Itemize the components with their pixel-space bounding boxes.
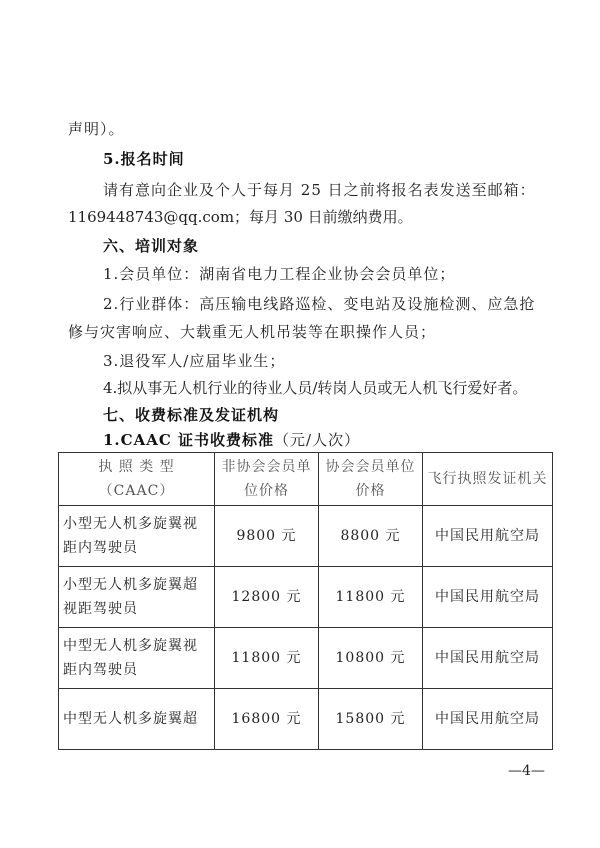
- cell-license-type: 中型无人机多旋翼视距内驾驶员: [59, 628, 215, 689]
- cell-issuing-authority: 中国民用航空局: [423, 689, 553, 750]
- section-heading: 六、培训对象: [103, 237, 200, 255]
- table-row: [59, 567, 553, 628]
- cell-license-type: 小型无人机多旋翼超视距驾驶员: [59, 567, 215, 628]
- cell-issuing-authority: 中国民用航空局: [423, 567, 553, 628]
- table-caption-unit: （元/人次）: [274, 431, 361, 449]
- text-line: 请有意向企业及个人于每月 25 日之前将报名表发送至邮箱：: [103, 181, 536, 199]
- text-line: 1169448743@qq.com；每月 30 日前缴纳费用。: [68, 208, 413, 226]
- text-line: 修与灾害响应、大载重无人机吊装等在职操作人员；: [68, 323, 437, 341]
- table-row: [59, 506, 553, 567]
- text-line: 2.行业群体：高压输电线路巡检、变电站及设施检测、应急抢: [103, 295, 536, 313]
- cell-member-price: 15800 元: [319, 689, 423, 750]
- table-header-row: [59, 453, 553, 506]
- header-non-member-price: 非协会会员单位价格: [215, 453, 319, 506]
- cell-non-member-price: 9800 元: [215, 506, 319, 567]
- cell-member-price: 10800 元: [319, 628, 423, 689]
- text-line: 声明）。: [68, 120, 125, 138]
- table-caption-title: 1.CAAC 证书收费标准: [103, 431, 275, 449]
- text-line: 3.退役军人/应届毕业生；: [103, 352, 286, 370]
- cell-member-price: 11800 元: [319, 567, 423, 628]
- header-member-price: 协会会员单位价格: [319, 453, 423, 506]
- section-heading: 5.报名时间: [103, 150, 185, 168]
- cell-member-price: 8800 元: [319, 506, 423, 567]
- section-heading: 七、收费标准及发证机构: [103, 406, 280, 424]
- page-number: —4—: [508, 763, 545, 779]
- cell-issuing-authority: 中国民用航空局: [423, 628, 553, 689]
- header-license-type: 执 照 类 型 （CAAC）: [59, 453, 215, 506]
- table-row: [59, 689, 553, 750]
- text-line: 4.拟从事无人机行业的待业人员/转岗人员或无人机飞行爱好者。: [103, 379, 528, 397]
- fee-table: [58, 452, 553, 750]
- cell-non-member-price: 11800 元: [215, 628, 319, 689]
- cell-license-type: 中型无人机多旋翼超: [59, 689, 215, 750]
- cell-non-member-price: 16800 元: [215, 689, 319, 750]
- text-line: 1.会员单位：湖南省电力工程企业协会会员单位；: [103, 265, 456, 283]
- table-caption: [103, 430, 360, 450]
- cell-issuing-authority: 中国民用航空局: [423, 506, 553, 567]
- cell-non-member-price: 12800 元: [215, 567, 319, 628]
- table-row: [59, 628, 553, 689]
- header-issuing-authority: 飞行执照发证机关: [423, 453, 553, 506]
- cell-license-type: 小型无人机多旋翼视距内驾驶员: [59, 506, 215, 567]
